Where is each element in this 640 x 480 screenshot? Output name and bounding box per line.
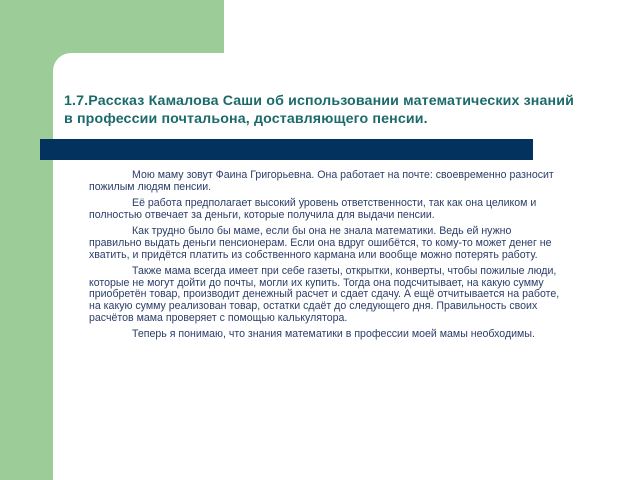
paragraph: Её работа предполагает высокий уровень ответственности, так как она целиком и полностью отвечает за деньги, которые получила для выдачи пенсии. bbox=[89, 197, 537, 221]
decorative-navy-bar bbox=[40, 139, 533, 160]
paragraph: Теперь я понимаю, что знания математики в профессии моей мамы необходимы. bbox=[132, 328, 535, 341]
paragraph: Как трудно было бы маме, если бы она не знала математики. Ведь ей нужно правильно выдать деньги пенсионерам. Если она вдруг ошибётся, то кому-то может денег не хватить, и придётся платить из собственного кармана или вообще можно потерять работу. bbox=[89, 225, 552, 261]
slide-title: 1.7.Рассказ Камалова Саши об использовании математических знаний в профессии почтальона, доставляющего пенсии. bbox=[64, 93, 575, 127]
decorative-rounded-corner bbox=[53, 53, 83, 83]
decorative-green-left-strip bbox=[0, 0, 53, 480]
paragraph: Мою маму зовут Фаина Григорьевна. Она работает на почте: своевременно разносит пожилым людям пенсии. bbox=[89, 169, 554, 193]
slide-body bbox=[89, 170, 561, 346]
paragraph: Также мама всегда имеет при себе газеты, открытки, конверты, чтобы пожилые люди, которые не могут дойти до почты, могли их купить. Тогда она подсчитывает, на какую сумму приобретён товар, производит денежный расчет и сдает сдачу. А ещё отчитывается на работе, на какую сумму реализован товар, остатки сдаёт до следующего дня. Правильность своих расчётов мама проверяет с помощью калькулятора. bbox=[89, 265, 560, 324]
